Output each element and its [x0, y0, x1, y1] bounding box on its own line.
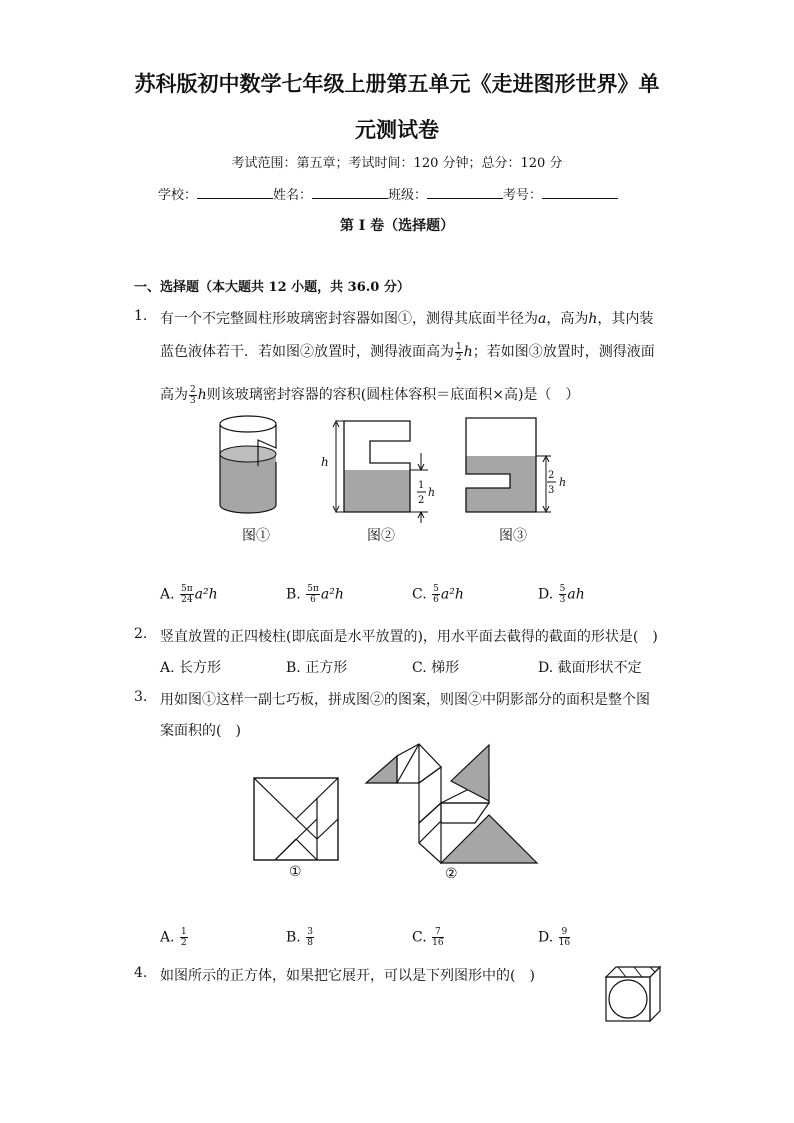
name-label: 姓名： [273, 188, 313, 203]
q3-number: 3. [134, 689, 148, 705]
q3-fig2-label: ② [445, 866, 458, 882]
q1-fraction-half: $\frac{1}{2}$ [456, 341, 462, 363]
q3-option-d[interactable]: D. $\frac{9}{16}$ [538, 927, 571, 948]
q1-option-b[interactable]: B. $\frac{5\pi}{6}$ a²h [286, 584, 344, 605]
q1-line2-text-b: ；若如图③放置时，测得液面 [472, 344, 655, 360]
info-fields [158, 184, 618, 203]
q1-line3 [160, 384, 579, 406]
number-blank [542, 198, 618, 199]
q1-fig2-half-den: 2 [418, 495, 425, 506]
q1-line1-text: 有一个不完整圆柱形玻璃密封容器如图①，测得其底面半径为 [160, 311, 538, 327]
q1-var-a: a [538, 311, 547, 327]
q1-line2-text-a: 蓝色液体若干．若如图②放置时，测得液面高为 [160, 344, 454, 360]
q1-fig2-half-h: h [428, 486, 436, 499]
q1-fig1-label: 图① [242, 528, 270, 544]
q4-cube-figure [604, 965, 662, 1025]
q1-fig2-h: h [321, 455, 329, 469]
q1-line1 [160, 308, 653, 328]
q1-var-h-2: h [463, 344, 473, 360]
q1-line1-mid: ，高为 [546, 311, 589, 327]
q3-fig1-label: ① [289, 864, 302, 880]
q1-figure-2-container [318, 413, 448, 523]
volume-title: 第 I 卷（选择题） [339, 218, 455, 234]
q1-var-h: h [588, 311, 598, 327]
q1-line1-end: ，其内装 [597, 311, 654, 327]
number-label: 考号： [503, 188, 543, 203]
q1-line3-text-a: 高为 [160, 387, 188, 403]
q2-option-b[interactable]: B. 正方形 [286, 660, 348, 676]
q3-option-c[interactable]: C. $\frac{7}{16}$ [412, 927, 444, 948]
q1-option-d[interactable]: D. $\frac{5}{3}$ ah [538, 584, 585, 605]
q4-text: 如图所示的正方体，如果把它展开，可以是下列图形中的( ) [160, 968, 535, 984]
q3-option-a[interactable]: A. $\frac{1}{2}$ [160, 927, 187, 948]
q3-figure-1-tangram [253, 777, 339, 861]
q1-number: 1. [134, 308, 148, 324]
doc-title-line2: 元测试卷 [355, 117, 439, 142]
q1-fig3-num: 2 [548, 470, 555, 481]
exam-info: 考试范围：第五章；考试时间：120 分钟；总分：120 分 [231, 156, 563, 171]
q1-fig3-label: 图③ [499, 528, 527, 544]
q1-fig2-label: 图② [367, 528, 395, 544]
class-blank [427, 198, 503, 199]
q2-text: 竖直放置的正四棱柱(即底面是水平放置的)，用水平面去截得的截面的形状是( ) [160, 629, 658, 645]
q1-option-a[interactable]: A. $\frac{5\pi}{24}$ a²h [160, 584, 218, 605]
q2-option-a[interactable]: A. 长方形 [160, 660, 222, 676]
q4-number: 4. [134, 965, 148, 981]
q3-figure-2-bird [363, 741, 543, 866]
section-title: 一、选择题（本大题共 12 小题，共 36.0 分） [134, 280, 410, 295]
q3-line2: 案面积的( ) [160, 723, 241, 739]
class-label: 班级： [388, 188, 428, 203]
q1-fig3-h: h [559, 476, 567, 489]
q1-line3-text-b: 则该玻璃密封容器的容积(圆柱体容积＝底面积×高)是（ ） [206, 387, 580, 403]
doc-title-line1: 苏科版初中数学七年级上册第五单元《走进图形世界》单 [134, 71, 660, 96]
q2-option-d[interactable]: D. 截面形状不定 [538, 660, 642, 676]
q2-option-c[interactable]: C. 梯形 [412, 660, 460, 676]
q3-option-b[interactable]: B. $\frac{3}{8}$ [286, 927, 313, 948]
q1-option-c[interactable]: C. $\frac{5}{6}$ a²h [412, 584, 464, 605]
q1-fraction-two-thirds: $\frac{2}{3}$ [190, 384, 196, 406]
q1-var-h-3: h [197, 387, 207, 403]
q2-number: 2. [134, 626, 148, 642]
school-blank [197, 198, 273, 199]
school-label: 学校： [158, 188, 198, 203]
q1-figure-1-cylinder [210, 410, 290, 520]
q1-fig2-half-num: 1 [418, 480, 425, 491]
q1-fig3-den: 3 [548, 485, 555, 496]
q1-line2 [160, 341, 655, 363]
name-blank [312, 198, 388, 199]
q1-figure-3-container [455, 412, 575, 522]
q3-line1: 用如图①这样一副七巧板，拼成图②的图案，则图②中阴影部分的面积是整个图 [160, 692, 650, 708]
